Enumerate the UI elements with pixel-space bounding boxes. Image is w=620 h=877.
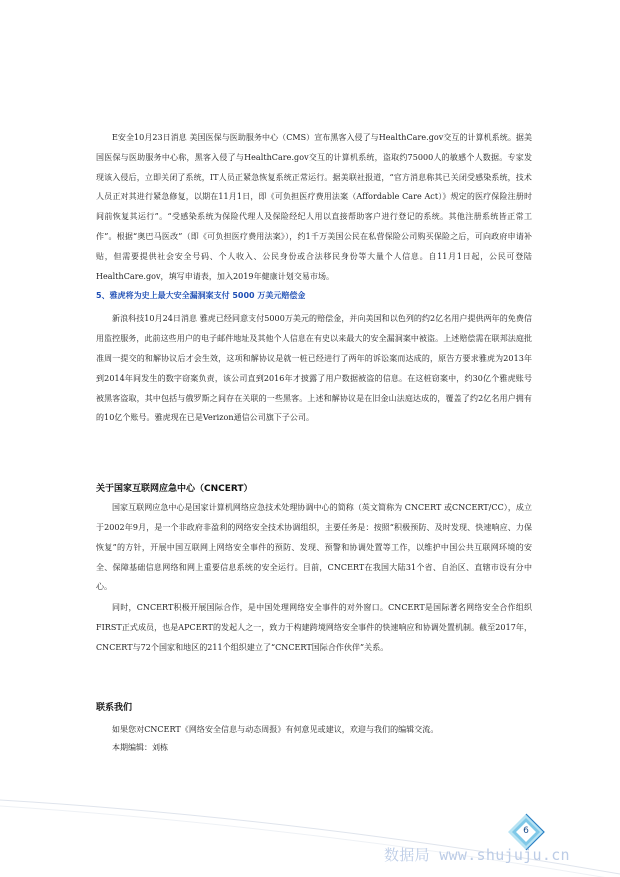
news-4-paragraph: E安全10月23日消息 美国医保与医助服务中心（CMS）宣布黑客入侵了与HealthCare.gov交互的计算机系统。据美国医保与医助服务中心称，黑客入侵了与HealthCare.gov交互的计算机系统，盗取约75000人的敏感个人数据。专家发现该入侵后，立即关闭了系统，IT人员正紧急恢复系统正常运行。据美联社报道，“官方消息称其已关闭受感染系统，技术人员正对其进行紧急修复，以期在11月1日，即《可负担医疗费用法案（Affordable Care Act）》规定的医疗保险注册时间前恢复其运行”。“受感染系统为保险代理人及保险经纪人用以直接帮助客户进行登记的系统。其他注册系统皆正常工作”。根据“奥巴马医改”（即《可负担医疗费用法案》），约1千万美国公民在私营保险公司购买保险之后，可向政府申请补贴，但需要提供社会安全号码、个人收入、公民身份或合法移民身份等大量个人信息。自11月1日起，公民可登陆HealthCare.gov，填写申请表，加入2019年健康计划交易市场。 (96, 133, 532, 281)
about-paragraph-2: 同时，CNCERT积极开展国际合作，是中国处理网络安全事件的对外窗口。CNCERT是国际著名网络安全合作组织FIRST正式成员，也是APCERT的发起人之一，致力于构建跨境网络安全事件的快速响应和协调处置机制。截至2017年，CNCERT与72个国家和地区的211个组织建立了“CNCERT国际合作伙伴”关系。 (96, 603, 532, 652)
news-5-paragraph: 新浪科技10月24日消息 雅虎已经同意支付5000万美元的赔偿金，并向美国和以色列的约2亿名用户提供两年的免费信用监控服务，此前这些用户的电子邮件地址及其他个人信息在有史以来最大的安全漏洞案中被盗。上述赔偿需在联邦法庭批准周一提交的和解协议后才会生效，这项和解协议是就一桩已经进行了两年的诉讼案而达成的，原告方要求雅虎为2013年到2014年间发生的数字窃案负责，该公司直到2016年才披露了用户数据被盗的信息。在这桩窃案中，约30亿个雅虎账号被黑客盗取，其中包括与俄罗斯之间存在关联的一些黑客。上述和解协议是在旧金山法庭达成的，覆盖了约2亿名用户拥有的10亿个账号。雅虎现在已是Verizon通信公司旗下子公司。 (96, 314, 532, 423)
contact-heading: 联系我们 (96, 702, 133, 713)
page-number: 6 (523, 826, 529, 836)
contact-paragraph: 如果您对CNCERT《网络安全信息与动态周报》有何意见或建议，欢迎与我们的编辑交流。 (112, 724, 439, 734)
news-5-heading: 5、雅虎将为史上最大安全漏洞案支付 5000 万美元赔偿金 (96, 291, 306, 301)
main-content (96, 128, 532, 756)
editor-credit: 本期编辑：刘栋 (112, 743, 168, 753)
about-cncert-heading: 关于国家互联网应急中心（CNCERT） (96, 484, 253, 495)
site-watermark: 数据局 www.shujuju.cn (384, 846, 570, 864)
about-paragraph-1: 国家互联网应急中心是国家计算机网络应急技术处理协调中心的简称（英文简称为 CNCERT 或CNCERT/CC），成立于2002年9月，是一个非政府非盈利的网络安全技术协调组织，主要任务是：按照“积极预防、及时发现、快速响应、力保恢复”的方针，开展中国互联网上网络安全事件的预防、发现、预警和协调处置等工作，以维护中国公共互联网环境的安全、保障基础信息网络和网上重要信息系统的安全运行。目前，CNCERT在我国大陆31个省、自治区、直辖市设有分中心。 (96, 503, 532, 592)
